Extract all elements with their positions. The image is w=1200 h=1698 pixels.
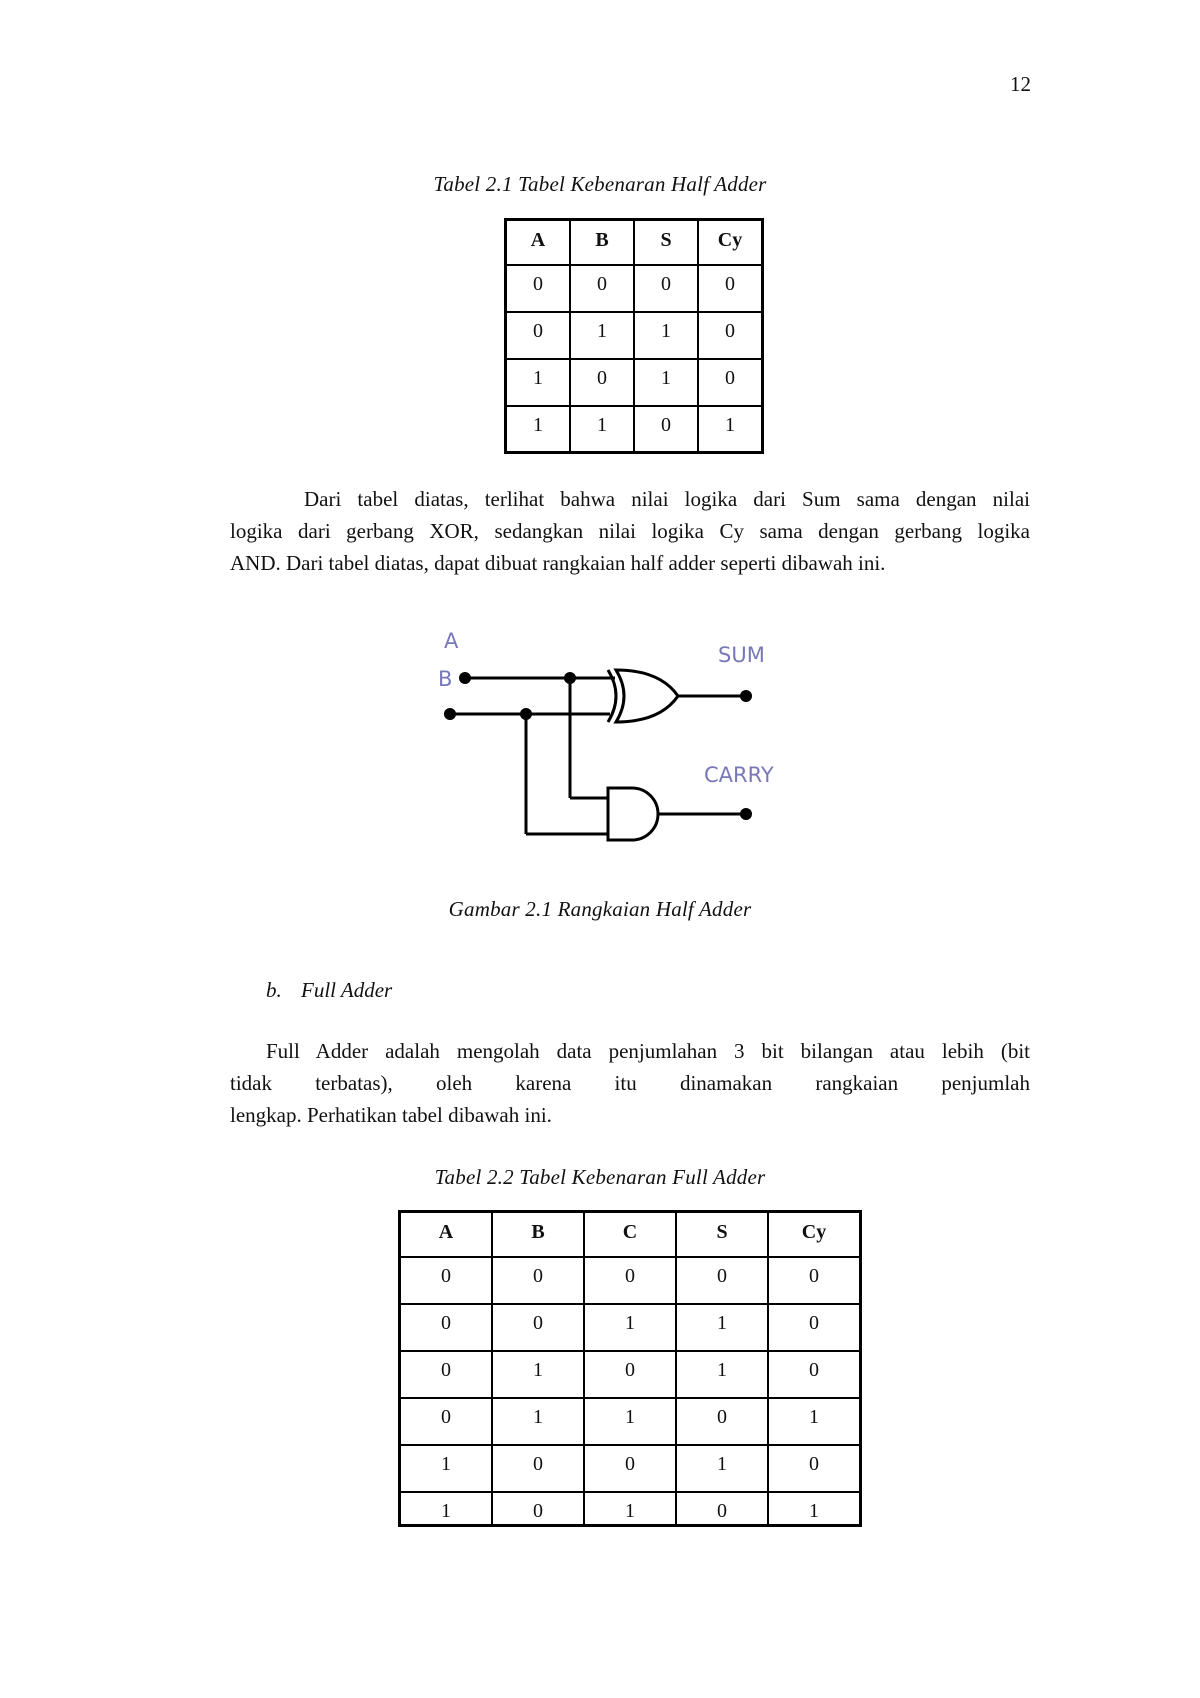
table-row — [506, 312, 763, 359]
table-cell: 1 — [584, 1304, 676, 1351]
table-cell: 0 — [492, 1304, 584, 1351]
table-cell: 0 — [492, 1445, 584, 1492]
table-cell: 0 — [492, 1257, 584, 1304]
table-row — [506, 406, 763, 453]
table-header-cell: B — [492, 1212, 584, 1257]
table-cell: 1 — [676, 1304, 768, 1351]
table-cell: 1 — [584, 1492, 676, 1526]
paragraph-line: Full Adder adalah mengolah data penjumlahan 3 bit bilangan atau lebih (bit — [266, 1039, 1030, 1063]
paragraph-line: lengkap. Perhatikan tabel dibawah ini. — [230, 1103, 552, 1127]
table1-caption: Tabel 2.1 Tabel Kebenaran Half Adder — [433, 172, 767, 196]
table-cell: 0 — [584, 1445, 676, 1492]
table-row — [400, 1492, 861, 1526]
table-cell: 0 — [634, 406, 698, 453]
table-header-cell: A — [506, 220, 571, 265]
table-cell: 1 — [400, 1445, 493, 1492]
table-header-cell: B — [570, 220, 634, 265]
table-cell: 0 — [698, 359, 763, 406]
table-row — [400, 1445, 861, 1492]
table-cell: 1 — [506, 359, 571, 406]
section-heading-full-adder — [266, 978, 392, 1003]
table-cell: 1 — [634, 359, 698, 406]
table-cell: 0 — [768, 1304, 861, 1351]
table-cell: 0 — [400, 1304, 493, 1351]
table-header-row — [506, 220, 763, 265]
table-cell: 0 — [768, 1445, 861, 1492]
table-row — [400, 1257, 861, 1304]
table-cell: 1 — [400, 1492, 493, 1526]
table-cell: 0 — [634, 265, 698, 312]
table-row — [400, 1351, 861, 1398]
table-row — [400, 1398, 861, 1445]
table-cell: 0 — [506, 312, 571, 359]
table-row — [506, 359, 763, 406]
paragraph-half-adder-explanation — [230, 483, 1030, 579]
table-header-cell: Cy — [698, 220, 763, 265]
table-cell: 0 — [492, 1492, 584, 1526]
table-cell: 1 — [506, 406, 571, 453]
table-cell: 1 — [634, 312, 698, 359]
table-cell: 0 — [570, 265, 634, 312]
table-cell: 0 — [676, 1398, 768, 1445]
table-cell: 0 — [570, 359, 634, 406]
table2-caption: Tabel 2.2 Tabel Kebenaran Full Adder — [434, 1165, 766, 1189]
label-carry: CARRY — [704, 763, 774, 787]
table-cell: 0 — [698, 312, 763, 359]
table-cell: 0 — [584, 1351, 676, 1398]
junction-a — [564, 672, 576, 684]
table-cell: 1 — [570, 312, 634, 359]
figure1-caption: Gambar 2.1 Rangkaian Half Adder — [448, 897, 752, 921]
table-cell: 1 — [768, 1398, 861, 1445]
input-a-node — [459, 672, 471, 684]
paragraph-line: Dari tabel diatas, terlihat bahwa nilai logika dari Sum sama dengan nilai — [304, 487, 1030, 511]
table-cell: 0 — [698, 265, 763, 312]
table-header-cell: Cy — [768, 1212, 861, 1257]
table-cell: 0 — [400, 1351, 493, 1398]
table-cell: 1 — [768, 1492, 861, 1526]
input-b-node — [444, 708, 456, 720]
table-header-row — [400, 1212, 861, 1257]
table-cell: 0 — [676, 1257, 768, 1304]
table-cell: 0 — [400, 1398, 493, 1445]
carry-output-node — [740, 808, 752, 820]
full-adder-truth-table — [398, 1210, 862, 1527]
table-header-cell: S — [676, 1212, 768, 1257]
section-marker: b. — [266, 978, 282, 1002]
table-cell: 1 — [492, 1398, 584, 1445]
table-cell: 1 — [492, 1351, 584, 1398]
table-cell: 0 — [506, 265, 571, 312]
table-row — [400, 1304, 861, 1351]
table-cell: 0 — [400, 1257, 493, 1304]
label-b: B — [438, 667, 453, 691]
half-adder-circuit-diagram — [420, 608, 800, 848]
xor-gate-icon — [616, 670, 678, 722]
table-cell: 1 — [698, 406, 763, 453]
table-cell: 1 — [570, 406, 634, 453]
table-row — [506, 265, 763, 312]
label-a: A — [444, 629, 459, 653]
table-header-cell: S — [634, 220, 698, 265]
section-title: Full Adder — [301, 978, 393, 1002]
table-cell: 0 — [768, 1351, 861, 1398]
table-header-cell: A — [400, 1212, 493, 1257]
paragraph-line: AND. Dari tabel diatas, dapat dibuat rangkaian half adder seperti dibawah ini. — [230, 551, 886, 575]
label-sum: SUM — [718, 643, 765, 667]
paragraph-full-adder-explanation — [230, 1035, 1030, 1131]
and-gate-icon — [608, 788, 658, 840]
table-cell: 0 — [676, 1492, 768, 1526]
paragraph-line: logika dari gerbang XOR, sedangkan nilai logika Cy sama dengan gerbang logika — [230, 519, 1030, 543]
table-cell: 1 — [676, 1445, 768, 1492]
table-cell: 0 — [768, 1257, 861, 1304]
table-cell: 1 — [584, 1398, 676, 1445]
sum-output-node — [740, 690, 752, 702]
half-adder-truth-table — [504, 218, 764, 454]
page-number: 12 — [1010, 72, 1031, 96]
table-cell: 1 — [676, 1351, 768, 1398]
junction-b — [520, 708, 532, 720]
table-cell: 0 — [584, 1257, 676, 1304]
paragraph-line: tidak terbatas), oleh karena itu dinamakan rangkaian penjumlah — [230, 1071, 1030, 1095]
table-header-cell: C — [584, 1212, 676, 1257]
